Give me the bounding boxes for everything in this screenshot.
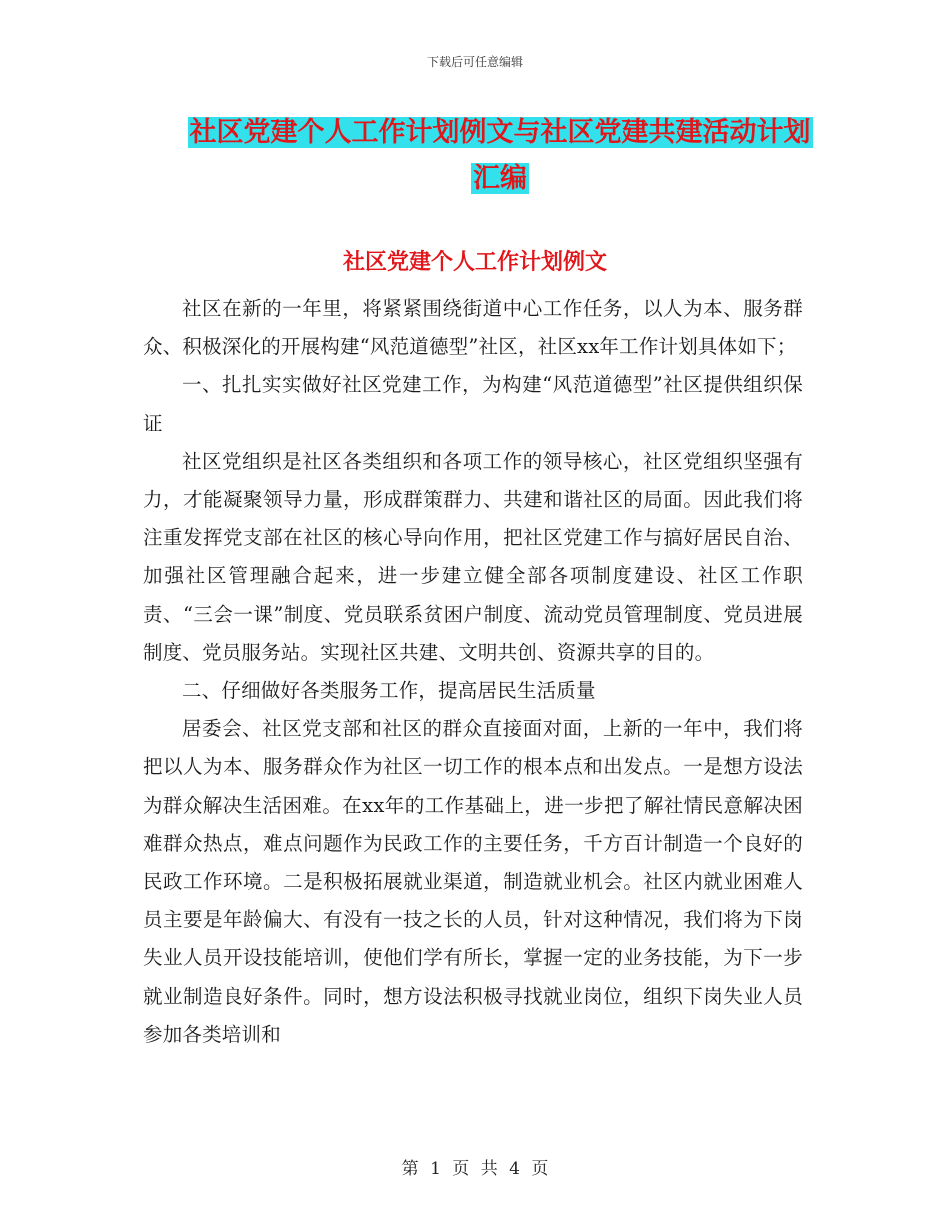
document-title-text: 社区党建个人工作计划例文与社区党建共建活动计划汇编 [189,117,811,194]
footer-page-word: 页 [452,1159,470,1179]
page-footer [0,1154,950,1179]
footer-total-pages: 4 [509,1159,520,1179]
section-title: 社区党建个人工作计划例文 [342,249,607,275]
header-note: 下载后可任意编辑 [426,55,523,69]
paragraph-party-building: 社区党组织是社区各类组织和各项工作的领导核心，社区党组织坚强有力，才能凝聚领导力量，形成群策群力、共建和谐社区的局面。因此我们将注重发挥党支部在社区的核心导向作用，把社区党建工作与搞好居民自治、加强社区管理融合起来，进一步建立健全部各项制度建设、社区工作职责、“三会一课”制度、党员联系贫困户制度、流动党员管理制度、党员进展制度、党员服务站。实现社区共建、文明共创、资源共享的目的。 [143,449,803,664]
paragraph-services: 居委会、社区党支部和社区的群众直接面对面，上新的一年中，我们将把以人为本、服务群众作为社区一切工作的根本点和出发点。一是想方设法为群众解决生活困难。在xx年的工作基础上，进一步把了解社情民意解决困难群众热点，难点问题作为民政工作的主要任务，千方百计制造一个良好的民政工作环境。二是积极拓展就业渠道，制造就业机会。社区内就业困难人员主要是年龄偏大、有没有一技之长的人员，针对这种情况，我们将为下岗失业人员开设技能培训，使他们学有所长，掌握一定的业务技能，为下一步就业制造良好条件。同时，想方设法积极寻找就业岗位，组织下岗失业人员参加各类培训和 [143,717,803,1046]
paragraph-heading-one: 一、扎扎实实做好社区党建工作，为构建“风范道德型”社区提供组织保证 [143,373,803,435]
document-body [143,290,803,1054]
paragraph-heading-two: 二、仔细做好各类服务工作，提高居民生活质量 [182,679,596,703]
footer-total-prefix: 共 [480,1159,498,1179]
document-title [185,110,815,202]
footer-current-page: 1 [430,1159,441,1179]
paragraph-intro: 社区在新的一年里，将紧紧围绕街道中心工作任务，以人为本、服务群众、积极深化的开展构建“风范道德型”社区，社区xx年工作计划具体如下； [143,297,803,359]
footer-suffix: 页 [531,1159,549,1179]
footer-prefix: 第 [401,1159,419,1179]
